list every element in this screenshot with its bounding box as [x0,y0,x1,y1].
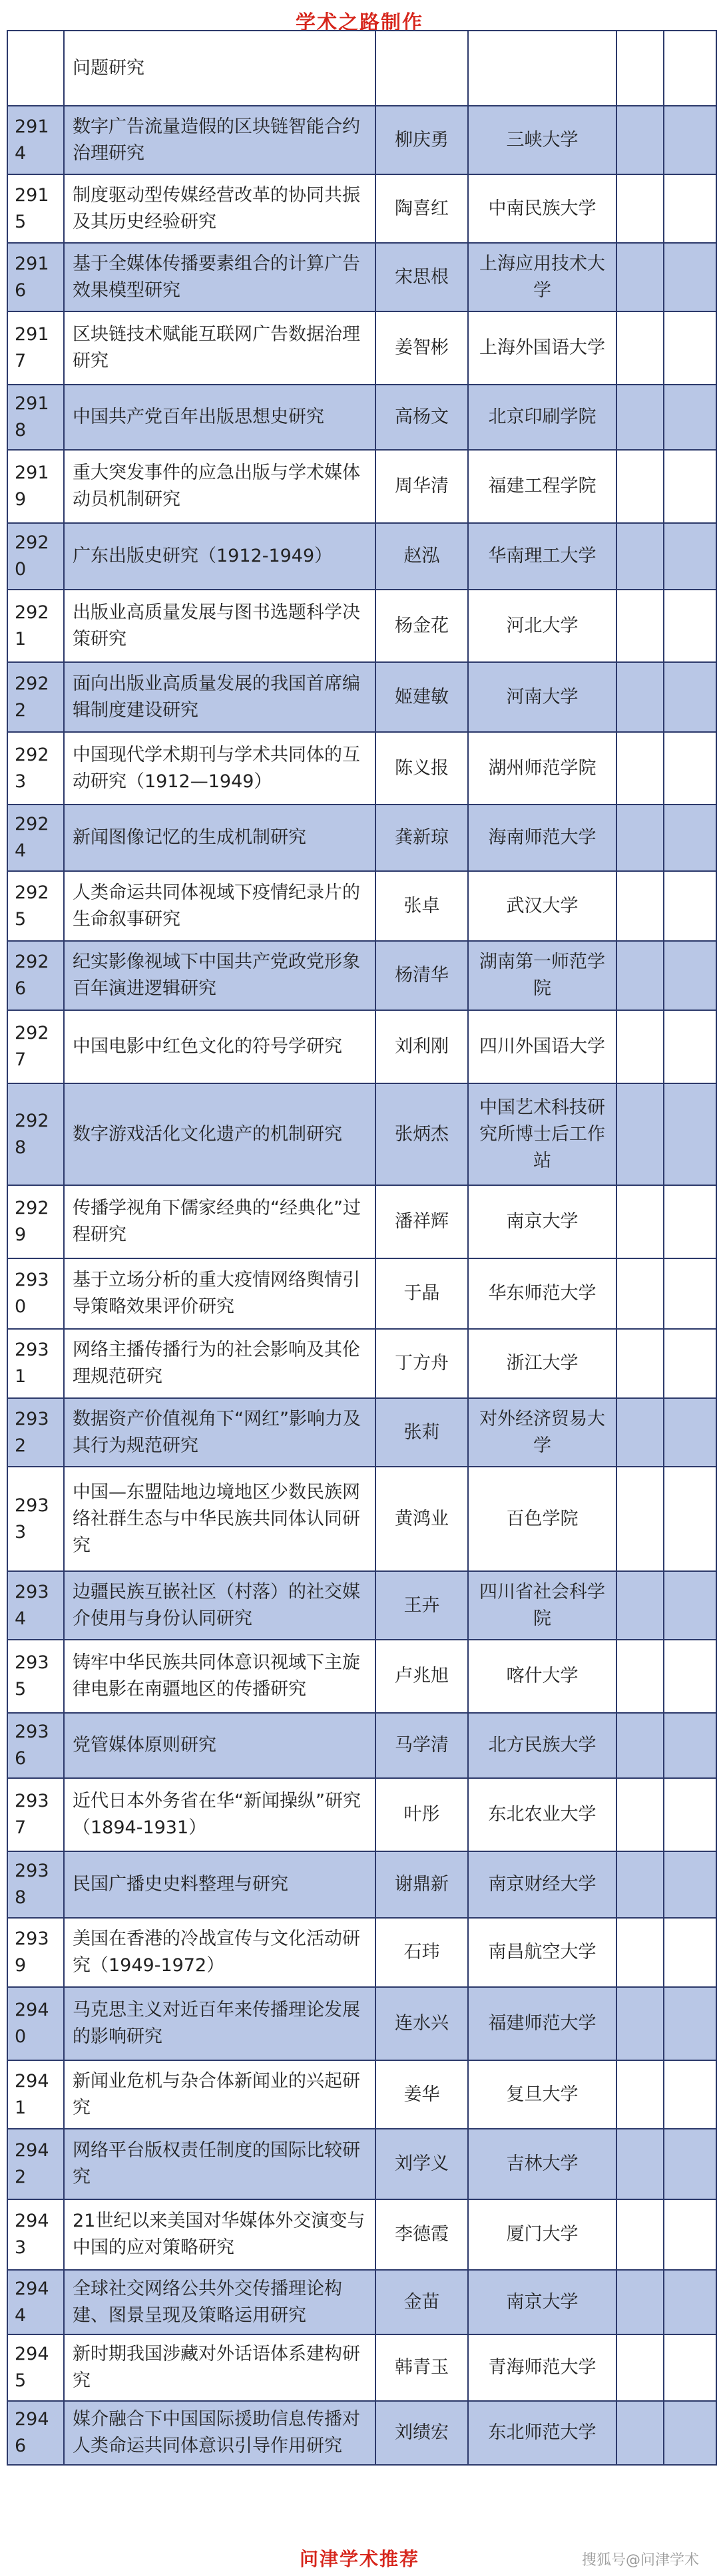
institution-cell: 四川外国语大学 [468,1010,616,1083]
empty-cell [616,385,664,450]
table-row [7,941,716,1010]
table-row [7,174,716,243]
empty-cell [664,2334,716,2401]
empty-cell [664,243,716,311]
institution-cell [468,31,616,106]
institution-cell: 中国艺术科技研究所博士后工作站 [468,1083,616,1185]
project-title-cell: 广东出版史研究（1912-1949） [64,523,375,590]
project-title-cell: 美国在香港的冷战宣传与文化活动研究（1949-1972） [64,1918,375,1987]
empty-cell [616,2199,664,2270]
project-title-cell: 全球社交网络公共外交传播理论构建、图景呈现及策略运用研究 [64,2270,375,2334]
project-title-cell: 近代日本外务省在华“新闻操纵”研究（1894-1931） [64,1778,375,1851]
project-number-cell: 2922 [7,662,64,732]
principal-name-cell: 金苗 [375,2270,468,2334]
project-title-cell: 制度驱动型传媒经营改革的协同共振及其历史经验研究 [64,174,375,243]
empty-cell [616,1329,664,1398]
institution-cell: 湖州师范学院 [468,732,616,805]
empty-cell [664,450,716,523]
institution-cell: 三峡大学 [468,106,616,174]
institution-cell: 青海师范大学 [468,2334,616,2401]
project-number-cell [7,31,64,106]
project-title-cell: 中国共产党百年出版思想史研究 [64,385,375,450]
table-row [7,106,716,174]
empty-cell [616,941,664,1010]
principal-name-cell: 李德霞 [375,2199,468,2270]
principal-name-cell: 姬建敏 [375,662,468,732]
project-title-cell: 中国电影中红色文化的符号学研究 [64,1010,375,1083]
empty-cell [664,106,716,174]
project-title-cell: 区块链技术赋能互联网广告数据治理研究 [64,311,375,385]
principal-name-cell: 连水兴 [375,1987,468,2060]
table-row [7,1918,716,1987]
principal-name-cell: 赵泓 [375,523,468,590]
empty-cell [616,590,664,662]
project-title-cell: 数据资产价值视角下“网红”影响力及其行为规范研究 [64,1398,375,1467]
empty-cell [616,1185,664,1258]
principal-name-cell [375,31,468,106]
project-number-cell: 2934 [7,1571,64,1640]
empty-cell [616,31,664,106]
table-row [7,385,716,450]
empty-cell [616,1778,664,1851]
empty-cell [616,1918,664,1987]
table-row [7,1010,716,1083]
project-number-cell: 2927 [7,1010,64,1083]
project-title-cell: 人类命运共同体视域下疫情纪录片的生命叙事研究 [64,871,375,941]
principal-name-cell: 刘绩宏 [375,2401,468,2465]
principal-name-cell: 宋思根 [375,243,468,311]
principal-name-cell: 周华清 [375,450,468,523]
table-row [7,31,716,106]
project-title-cell: 新时期我国涉藏对外话语体系建构研究 [64,2334,375,2401]
empty-cell [664,31,716,106]
institution-cell: 南昌航空大学 [468,1918,616,1987]
empty-cell [616,805,664,871]
empty-cell [616,1083,664,1185]
empty-cell [664,1083,716,1185]
empty-cell [616,1851,664,1918]
institution-cell: 东北农业大学 [468,1778,616,1851]
project-number-cell: 2914 [7,106,64,174]
project-number-cell: 2932 [7,1398,64,1467]
project-number-cell: 2918 [7,385,64,450]
empty-cell [616,1467,664,1571]
institution-cell: 河北大学 [468,590,616,662]
table-row [7,1571,716,1640]
principal-name-cell: 姜华 [375,2060,468,2129]
table-row [7,243,716,311]
principal-name-cell: 张炳杰 [375,1083,468,1185]
institution-cell: 北方民族大学 [468,1713,616,1778]
institution-cell: 上海应用技术大学 [468,243,616,311]
principal-name-cell: 马学清 [375,1713,468,1778]
project-number-cell: 2944 [7,2270,64,2334]
institution-cell: 吉林大学 [468,2129,616,2199]
empty-cell [616,2401,664,2465]
table-row [7,1398,716,1467]
project-title-cell: 网络平台版权责任制度的国际比较研究 [64,2129,375,2199]
table-row [7,1329,716,1398]
empty-cell [616,2270,664,2334]
project-number-cell: 2942 [7,2129,64,2199]
table-row [7,2334,716,2401]
empty-cell [664,311,716,385]
empty-cell [664,1258,716,1329]
principal-name-cell: 柳庆勇 [375,106,468,174]
project-title-cell: 基于全媒体传播要素组合的计算广告效果模型研究 [64,243,375,311]
project-title-cell: 数字广告流量造假的区块链智能合约治理研究 [64,106,375,174]
institution-cell: 喀什大学 [468,1640,616,1713]
project-title-cell: 边疆民族互嵌社区（村落）的社交媒介使用与身份认同研究 [64,1571,375,1640]
footer-title: 问津学术推荐 [299,2548,419,2570]
institution-cell: 河南大学 [468,662,616,732]
project-number-cell: 2941 [7,2060,64,2129]
project-title-cell: 中国—东盟陆地边境地区少数民族网络社群生态与中华民族共同体认同研究 [64,1467,375,1571]
empty-cell [664,174,716,243]
project-title-cell: 新闻业危机与杂合体新闻业的兴起研究 [64,2060,375,2129]
project-title-cell: 传播学视角下儒家经典的“经典化”过程研究 [64,1185,375,1258]
empty-cell [616,311,664,385]
principal-name-cell: 龚新琼 [375,805,468,871]
table-row [7,1640,716,1713]
principal-name-cell: 叶彤 [375,1778,468,1851]
project-number-cell: 2930 [7,1258,64,1329]
project-number-cell: 2940 [7,1987,64,2060]
table-row [7,311,716,385]
table-row [7,523,716,590]
institution-cell: 南京财经大学 [468,1851,616,1918]
project-title-cell: 面向出版业高质量发展的我国首席编辑制度建设研究 [64,662,375,732]
principal-name-cell: 陶喜红 [375,174,468,243]
project-number-cell: 2921 [7,590,64,662]
project-number-cell: 2943 [7,2199,64,2270]
table-row [7,1467,716,1571]
project-number-cell: 2935 [7,1640,64,1713]
institution-cell: 复旦大学 [468,2060,616,2129]
principal-name-cell: 张卓 [375,871,468,941]
empty-cell [664,1918,716,1987]
principal-name-cell: 刘利刚 [375,1010,468,1083]
project-number-cell: 2928 [7,1083,64,1185]
principal-name-cell: 陈义报 [375,732,468,805]
empty-cell [664,1571,716,1640]
empty-cell [616,1987,664,2060]
institution-cell: 东北师范大学 [468,2401,616,2465]
institution-cell: 中南民族大学 [468,174,616,243]
empty-cell [664,732,716,805]
table-row [7,1778,716,1851]
project-table [7,30,717,2466]
project-number-cell: 2938 [7,1851,64,1918]
principal-name-cell: 杨清华 [375,941,468,1010]
empty-cell [664,871,716,941]
institution-cell: 百色学院 [468,1467,616,1571]
empty-cell [664,2270,716,2334]
project-number-cell: 2917 [7,311,64,385]
principal-name-cell: 卢兆旭 [375,1640,468,1713]
institution-cell: 福建工程学院 [468,450,616,523]
project-number-cell: 2926 [7,941,64,1010]
institution-cell: 南京大学 [468,1185,616,1258]
principal-name-cell: 刘学义 [375,2129,468,2199]
project-title-cell: 党管媒体原则研究 [64,1713,375,1778]
empty-cell [616,2334,664,2401]
empty-cell [616,732,664,805]
table-row [7,2199,716,2270]
empty-cell [616,2129,664,2199]
empty-cell [664,1010,716,1083]
institution-cell: 四川省社会科学院 [468,1571,616,1640]
project-title-cell: 纪实影像视域下中国共产党政党形象百年演进逻辑研究 [64,941,375,1010]
principal-name-cell: 高杨文 [375,385,468,450]
empty-cell [664,1640,716,1713]
institution-cell: 华东师范大学 [468,1258,616,1329]
empty-cell [664,1329,716,1398]
project-title-cell: 问题研究 [64,31,375,106]
empty-cell [616,106,664,174]
institution-cell: 海南师范大学 [468,805,616,871]
project-number-cell: 2924 [7,805,64,871]
empty-cell [616,523,664,590]
empty-cell [664,523,716,590]
table-row [7,1851,716,1918]
project-number-cell: 2929 [7,1185,64,1258]
project-title-cell: 中国现代学术期刊与学术共同体的互动研究（1912—1949） [64,732,375,805]
table-row [7,1713,716,1778]
project-number-cell: 2945 [7,2334,64,2401]
empty-cell [664,1398,716,1467]
empty-cell [616,1640,664,1713]
empty-cell [664,805,716,871]
project-number-cell: 2939 [7,1918,64,1987]
project-title-cell: 铸牢中华民族共同体意识视域下主旋律电影在南疆地区的传播研究 [64,1640,375,1713]
table-row [7,871,716,941]
institution-cell: 武汉大学 [468,871,616,941]
principal-name-cell: 石玮 [375,1918,468,1987]
table-row [7,1258,716,1329]
table-row [7,662,716,732]
institution-cell: 厦门大学 [468,2199,616,2270]
empty-cell [616,871,664,941]
empty-cell [664,2129,716,2199]
table-row [7,2270,716,2334]
institution-cell: 华南理工大学 [468,523,616,590]
empty-cell [664,590,716,662]
empty-cell [664,1713,716,1778]
empty-cell [664,1851,716,1918]
page-footer [0,2535,719,2576]
table-row [7,2401,716,2465]
project-title-cell: 21世纪以来美国对华媒体外交演变与中国的应对策略研究 [64,2199,375,2270]
project-title-cell: 数字游戏活化文化遗产的机制研究 [64,1083,375,1185]
empty-cell [664,1987,716,2060]
project-number-cell: 2946 [7,2401,64,2465]
institution-cell: 湖南第一师范学院 [468,941,616,1010]
empty-cell [616,662,664,732]
institution-cell: 北京印刷学院 [468,385,616,450]
project-title-cell: 新闻图像记忆的生成机制研究 [64,805,375,871]
empty-cell [664,2060,716,2129]
project-number-cell: 2915 [7,174,64,243]
project-number-cell: 2920 [7,523,64,590]
empty-cell [616,450,664,523]
project-number-cell: 2937 [7,1778,64,1851]
empty-cell [664,2199,716,2270]
principal-name-cell: 韩青玉 [375,2334,468,2401]
table-row [7,1083,716,1185]
principal-name-cell: 潘祥辉 [375,1185,468,1258]
empty-cell [664,1467,716,1571]
project-title-cell: 媒介融合下中国国际援助信息传播对人类命运共同体意识引导作用研究 [64,2401,375,2465]
project-table-wrapper [7,30,716,2466]
project-title-cell: 马克思主义对近百年来传播理论发展的影响研究 [64,1987,375,2060]
empty-cell [664,1778,716,1851]
empty-cell [664,941,716,1010]
project-number-cell: 2936 [7,1713,64,1778]
principal-name-cell: 黄鸿业 [375,1467,468,1571]
project-title-cell: 网络主播传播行为的社会影响及其伦理规范研究 [64,1329,375,1398]
footer-credit: 搜狐号@问津学术 [581,2552,699,2569]
empty-cell [616,1713,664,1778]
table-row [7,450,716,523]
principal-name-cell: 姜智彬 [375,311,468,385]
principal-name-cell: 谢鼎新 [375,1851,468,1918]
institution-cell: 浙江大学 [468,1329,616,1398]
institution-cell: 上海外国语大学 [468,311,616,385]
principal-name-cell: 杨金花 [375,590,468,662]
project-number-cell: 2925 [7,871,64,941]
empty-cell [664,385,716,450]
project-number-cell: 2916 [7,243,64,311]
project-title-cell: 重大突发事件的应急出版与学术媒体动员机制研究 [64,450,375,523]
project-number-cell: 2919 [7,450,64,523]
project-number-cell: 2923 [7,732,64,805]
principal-name-cell: 于晶 [375,1258,468,1329]
table-row [7,590,716,662]
principal-name-cell: 王卉 [375,1571,468,1640]
principal-name-cell: 张莉 [375,1398,468,1467]
empty-cell [616,1398,664,1467]
table-row [7,2060,716,2129]
project-number-cell: 2933 [7,1467,64,1571]
empty-cell [616,1571,664,1640]
empty-cell [616,2060,664,2129]
table-row [7,732,716,805]
empty-cell [664,2401,716,2465]
empty-cell [664,662,716,732]
institution-cell: 对外经济贸易大学 [468,1398,616,1467]
table-row [7,805,716,871]
project-title-cell: 基于立场分析的重大疫情网络舆情引导策略效果评价研究 [64,1258,375,1329]
institution-cell: 福建师范大学 [468,1987,616,2060]
table-row [7,2129,716,2199]
principal-name-cell: 丁方舟 [375,1329,468,1398]
institution-cell: 南京大学 [468,2270,616,2334]
empty-cell [616,174,664,243]
empty-cell [616,1258,664,1329]
empty-cell [664,1185,716,1258]
table-row [7,1185,716,1258]
header-title: 学术之路制作 [296,11,423,35]
project-title-cell: 出版业高质量发展与图书选题科学决策研究 [64,590,375,662]
project-table-body [7,31,716,2465]
project-title-cell: 民国广播史史料整理与研究 [64,1851,375,1918]
project-number-cell: 2931 [7,1329,64,1398]
empty-cell [616,1010,664,1083]
empty-cell [616,243,664,311]
table-row [7,1987,716,2060]
